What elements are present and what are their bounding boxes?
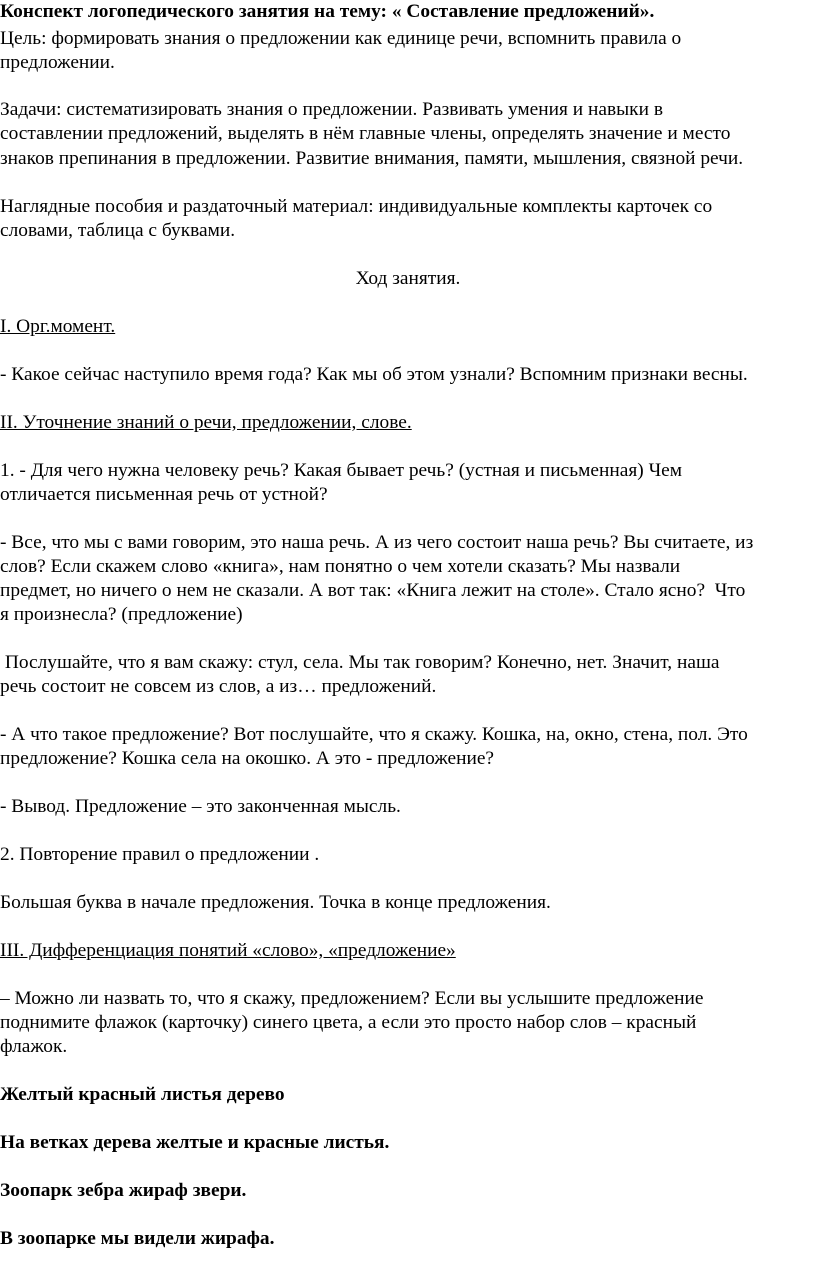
tasks-line: составлении предложений, выделять в нём главные члены, определять значение и место [0, 123, 731, 144]
section-heading-speech: II. Уточнение знаний о речи, предложении, слове. [0, 412, 412, 433]
paragraph-line: Большая буква в начале предложения. Точка в конце предложения. [0, 892, 551, 913]
tasks-line: Задачи: систематизировать знания о предложении. Развивать умения и навыки в [0, 99, 663, 120]
paragraph-line: речь состоит не совсем из слов, а из… предложений. [0, 676, 437, 697]
section-heading-differentiation: III. Дифференциация понятий «слово», «предложение» [0, 940, 456, 961]
example-line: На ветках дерева желтые и красные листья. [0, 1132, 390, 1153]
paragraph-line: я произнесла? (предложение) [0, 604, 243, 625]
paragraph-line: Послушайте, что я вам скажу: стул, села. Мы так говорим? Конечно, нет. Значит, наша [0, 652, 720, 673]
goal-line: предложении. [0, 52, 115, 73]
paragraph-line: отличается письменная речь от устной? [0, 484, 328, 505]
paragraph-line: предложение? Кошка села на окошко. А это - предложение? [0, 748, 495, 769]
paragraph-line: поднимите флажок (карточку) синего цвета, а если это просто набор слов – красный [0, 1012, 697, 1033]
paragraph-line: слов? Если скажем слово «книга», нам понятно о чем хотели сказать? Мы назвали [0, 556, 681, 577]
paragraph-line: предмет, но ничего о нем не сказали. А вот так: «Книга лежит на столе». Стало ясно? Что [0, 580, 746, 601]
materials-line: Наглядные пособия и раздаточный материал: индивидуальные комплекты карточек со [0, 196, 713, 217]
example-line: Желтый красный листья дерево [0, 1084, 285, 1105]
materials-line: словами, таблица с буквами. [0, 220, 236, 241]
example-line: Зоопарк зебра жираф звери. [0, 1180, 247, 1201]
paragraph-line: - Все, что мы с вами говорим, это наша речь. А из чего состоит наша речь? Вы считаете, из [0, 532, 754, 553]
lesson-heading: Ход занятия. [355, 268, 461, 289]
goal-line: Цель: формировать знания о предложении как единице речи, вспомнить правила о [0, 28, 682, 49]
tasks-line: знаков препинания в предложении. Развитие внимания, памяти, мышления, связной речи. [0, 148, 744, 169]
paragraph-line: – Можно ли назвать то, что я скажу, предложением? Если вы услышите предложение [0, 988, 704, 1009]
document-title: Конспект логопедического занятия на тему: « Составление предложений». [0, 1, 655, 22]
paragraph-line: - А что такое предложение? Вот послушайте, что я скажу. Кошка, на, окно, стена, пол. Это [0, 724, 748, 745]
paragraph-line: 2. Повторение правил о предложении . [0, 844, 320, 865]
section1-text: - Какое сейчас наступило время года? Как мы об этом узнали? Вспомним признаки весны. [0, 364, 748, 385]
section-heading-org: I. Орг.момент. [0, 316, 116, 337]
conclusion-line: - Вывод. Предложение – это законченная мысль. [0, 796, 401, 817]
paragraph-line: флажок. [0, 1036, 68, 1057]
paragraph-line: 1. - Для чего нужна человеку речь? Какая бывает речь? (устная и письменная) Чем [0, 460, 683, 481]
example-line: В зоопарке мы видели жирафа. [0, 1228, 275, 1249]
